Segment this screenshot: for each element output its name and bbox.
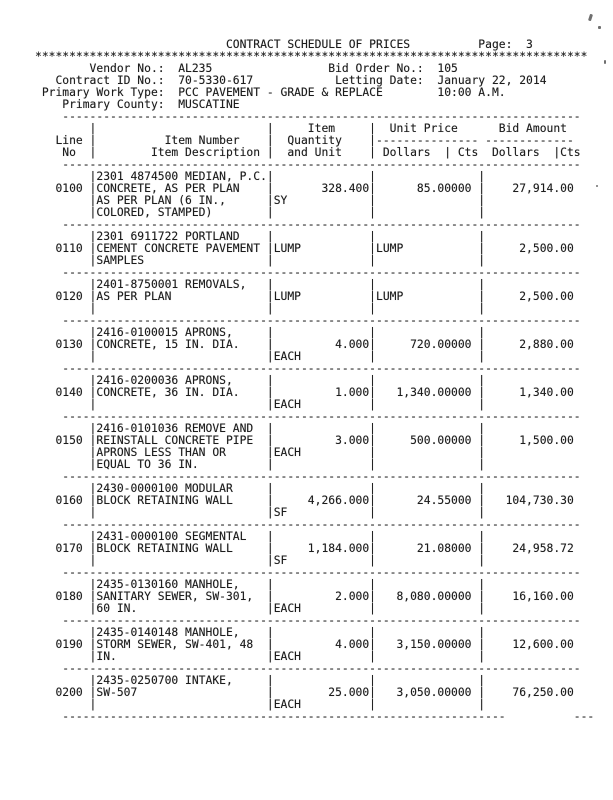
info-line-2: Primary Work Type: PCC PAVEMENT - GRADE & REPLACE 10:00 A.M. (35, 85, 506, 99)
row-0100-line-2: |AS PER PLAN (6 IN., |SY | | (35, 193, 486, 207)
row-0200-line-0: |2435-0250700 INTAKE, | | | (35, 673, 486, 687)
row-0110-line-1: 0110 |CEMENT CONCRETE PAVEMENT |LUMP |LUMP | 2,500.00 (35, 241, 574, 255)
row-0120-line-0: |2401-8750001 REMOVALS, | | | (35, 277, 486, 291)
row-0170-line-2: | |SF | | (35, 553, 486, 567)
row-0180-line-0: |2435-0130160 MANHOLE, | | | (35, 577, 486, 591)
row-rule-0130: ---------------------------------------------------------------------------- (35, 361, 581, 375)
row-rule-0120: ---------------------------------------------------------------------------- (35, 313, 581, 327)
row-0140-line-0: |2416-0200036 APRONS, | | | (35, 373, 486, 387)
contract-schedule-text (35, 38, 601, 722)
row-0180-line-2: |60 IN. |EACH | | (35, 601, 486, 615)
row-rule-0150: ---------------------------------------------------------------------------- (35, 469, 581, 483)
row-0120-line-1: 0120 |AS PER PLAN |LUMP |LUMP | 2,500.00 (35, 289, 574, 303)
info-line-3: Primary County: MUSCATINE (35, 97, 240, 111)
row-0140-line-2: | |EACH | | (35, 397, 486, 411)
scan-artifact (596, 185, 598, 187)
title-line: CONTRACT SCHEDULE OF PRICES Page: 3 (35, 37, 533, 51)
row-0160-line-0: |2430-0000100 MODULAR | | | (35, 481, 486, 495)
table-header-1: | | Item | Unit Price Bid Amount (35, 121, 567, 135)
row-0110-line-2: |SAMPLES | | | (35, 253, 486, 267)
star-rule: ********************************************************************************* (35, 49, 588, 63)
row-rule-0190: ---------------------------------------------------------------------------- (35, 661, 581, 675)
row-0130-line-2: | |EACH | | (35, 349, 486, 363)
row-0100-line-1: 0100 |CONCRETE, AS PER PLAN | 328.400| 85.00000 | 27,914.00 (35, 181, 574, 195)
row-0100-line-0: |2301 4874500 MEDIAN, P.C.| | | (35, 169, 486, 183)
row-0170-line-0: |2431-0000100 SEGMENTAL | | | (35, 529, 486, 543)
row-0140-line-1: 0140 |CONCRETE, 36 IN. DIA. | 1.000| 1,340.00000 | 1,340.00 (35, 385, 574, 399)
row-0150-line-3: |EQUAL TO 36 IN. | | | (35, 457, 486, 471)
row-0110-line-0: |2301 6911722 PORTLAND | | | (35, 229, 486, 243)
row-rule-0140: ---------------------------------------------------------------------------- (35, 409, 581, 423)
row-0150-line-0: |2416-0101036 REMOVE AND | | | (35, 421, 486, 435)
row-rule-0170: ---------------------------------------------------------------------------- (35, 565, 581, 579)
row-0200-line-1: 0200 |SW-507 | 25.000| 3,050.00000 | 76,250.00 (35, 685, 574, 699)
row-0130-line-1: 0130 |CONCRETE, 15 IN. DIA. | 4.000| 720.00000 | 2,880.00 (35, 337, 574, 351)
row-0200-line-2: | |EACH | | (35, 697, 486, 711)
scan-artifact (604, 60, 606, 64)
row-0150-line-1: 0150 |REINSTALL CONCRETE PIPE | 3.000| 500.00000 | 1,500.00 (35, 433, 574, 447)
row-0170-line-1: 0170 |BLOCK RETAINING WALL | 1,184.000| 21.08000 | 24,958.72 (35, 541, 574, 555)
row-0180-line-1: 0180 |SANITARY SEWER, SW-301, | 2.000| 8,080.00000 | 16,160.00 (35, 589, 574, 603)
table-header-2: Line | Item Number | Quantity |--------------- ------------- (35, 133, 574, 147)
row-0160-line-2: | |SF | | (35, 505, 486, 519)
scan-artifact (598, 26, 601, 29)
row-0190-line-1: 0190 |STORM SEWER, SW-401, 48 | 4.000| 3,150.00000 | 12,600.00 (35, 637, 574, 651)
row-rule-0180: ---------------------------------------------------------------------------- (35, 613, 581, 627)
scan-artifact (588, 14, 593, 22)
row-0130-line-0: |2416-0100015 APRONS, | | | (35, 325, 486, 339)
final-rule: ----------------------------------------------------------------- --- (35, 709, 595, 723)
info-line-1: Contract ID No.: 70-5330-617 Letting Date: January 22, 2014 (35, 73, 547, 87)
row-rule-0110: ---------------------------------------------------------------------------- (35, 265, 581, 279)
info-rule: ---------------------------------------------------------------------------- (35, 109, 581, 123)
row-0100-line-3: |COLORED, STAMPED) | | | (35, 205, 486, 219)
row-0120-line-2: | | | | (35, 301, 486, 315)
row-rule-0100: ---------------------------------------------------------------------------- (35, 217, 581, 231)
table-header-3: No | Item Description | and Unit | Dollars | Cts Dollars |Cts (35, 145, 581, 159)
info-line-0: Vendor No.: AL235 Bid Order No.: 105 (35, 61, 458, 75)
row-0190-line-2: |IN. |EACH | | (35, 649, 486, 663)
table-header-rule: ---------------------------------------------------------------------------- (35, 157, 581, 171)
row-0160-line-1: 0160 |BLOCK RETAINING WALL | 4,266.000| 24.55000 | 104,730.30 (35, 493, 574, 507)
row-0150-line-2: |APRONS LESS THAN OR |EACH | | (35, 445, 486, 459)
row-0190-line-0: |2435-0140148 MANHOLE, | | | (35, 625, 486, 639)
row-rule-0160: ---------------------------------------------------------------------------- (35, 517, 581, 531)
